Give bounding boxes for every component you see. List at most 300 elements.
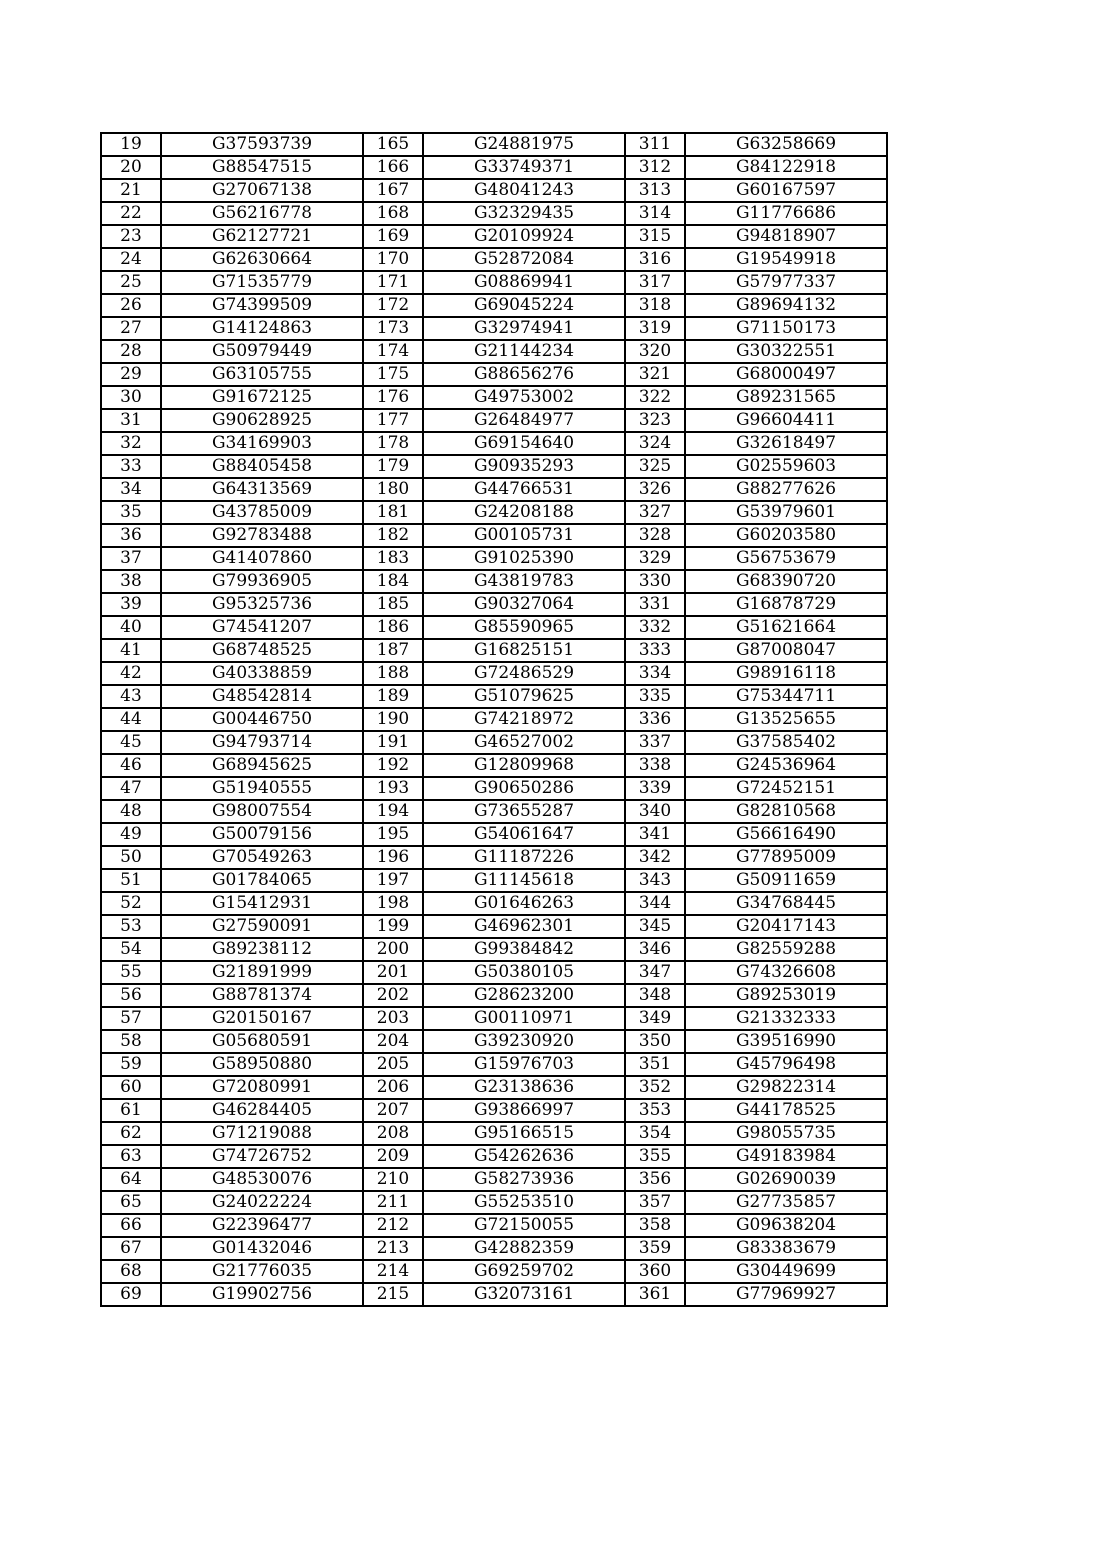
row-number-cell: 190 bbox=[363, 708, 423, 731]
row-number-cell: 355 bbox=[625, 1145, 685, 1168]
table-row bbox=[101, 1099, 887, 1122]
id-table bbox=[100, 132, 888, 1307]
row-number-cell: 182 bbox=[363, 524, 423, 547]
code-cell: G87008047 bbox=[685, 639, 887, 662]
row-number-cell: 45 bbox=[101, 731, 161, 754]
row-number-cell: 51 bbox=[101, 869, 161, 892]
code-cell: G21332333 bbox=[685, 1007, 887, 1030]
row-number-cell: 317 bbox=[625, 271, 685, 294]
row-number-cell: 318 bbox=[625, 294, 685, 317]
code-cell: G08869941 bbox=[423, 271, 625, 294]
code-cell: G88781374 bbox=[161, 984, 363, 1007]
row-number-cell: 44 bbox=[101, 708, 161, 731]
row-number-cell: 352 bbox=[625, 1076, 685, 1099]
code-cell: G22396477 bbox=[161, 1214, 363, 1237]
code-cell: G69154640 bbox=[423, 432, 625, 455]
row-number-cell: 66 bbox=[101, 1214, 161, 1237]
row-number-cell: 328 bbox=[625, 524, 685, 547]
code-cell: G29822314 bbox=[685, 1076, 887, 1099]
row-number-cell: 180 bbox=[363, 478, 423, 501]
row-number-cell: 315 bbox=[625, 225, 685, 248]
table-row bbox=[101, 892, 887, 915]
row-number-cell: 331 bbox=[625, 593, 685, 616]
table-row bbox=[101, 501, 887, 524]
row-number-cell: 52 bbox=[101, 892, 161, 915]
code-cell: G84122918 bbox=[685, 156, 887, 179]
table-row bbox=[101, 1260, 887, 1283]
row-number-cell: 168 bbox=[363, 202, 423, 225]
code-cell: G88405458 bbox=[161, 455, 363, 478]
row-number-cell: 324 bbox=[625, 432, 685, 455]
code-cell: G43819783 bbox=[423, 570, 625, 593]
row-number-cell: 209 bbox=[363, 1145, 423, 1168]
row-number-cell: 215 bbox=[363, 1283, 423, 1306]
code-cell: G72080991 bbox=[161, 1076, 363, 1099]
code-cell: G63258669 bbox=[685, 133, 887, 156]
row-number-cell: 22 bbox=[101, 202, 161, 225]
row-number-cell: 167 bbox=[363, 179, 423, 202]
row-number-cell: 316 bbox=[625, 248, 685, 271]
code-cell: G48041243 bbox=[423, 179, 625, 202]
row-number-cell: 27 bbox=[101, 317, 161, 340]
code-cell: G68945625 bbox=[161, 754, 363, 777]
code-cell: G05680591 bbox=[161, 1030, 363, 1053]
code-cell: G27735857 bbox=[685, 1191, 887, 1214]
row-number-cell: 340 bbox=[625, 800, 685, 823]
row-number-cell: 178 bbox=[363, 432, 423, 455]
row-number-cell: 353 bbox=[625, 1099, 685, 1122]
code-cell: G16878729 bbox=[685, 593, 887, 616]
row-number-cell: 26 bbox=[101, 294, 161, 317]
code-cell: G72452151 bbox=[685, 777, 887, 800]
row-number-cell: 56 bbox=[101, 984, 161, 1007]
row-number-cell: 205 bbox=[363, 1053, 423, 1076]
code-cell: G77969927 bbox=[685, 1283, 887, 1306]
row-number-cell: 38 bbox=[101, 570, 161, 593]
code-cell: G41407860 bbox=[161, 547, 363, 570]
table-row bbox=[101, 340, 887, 363]
row-number-cell: 341 bbox=[625, 823, 685, 846]
code-cell: G20109924 bbox=[423, 225, 625, 248]
code-cell: G94793714 bbox=[161, 731, 363, 754]
row-number-cell: 201 bbox=[363, 961, 423, 984]
row-number-cell: 313 bbox=[625, 179, 685, 202]
table-row bbox=[101, 271, 887, 294]
code-cell: G74218972 bbox=[423, 708, 625, 731]
row-number-cell: 358 bbox=[625, 1214, 685, 1237]
row-number-cell: 184 bbox=[363, 570, 423, 593]
code-cell: G46527002 bbox=[423, 731, 625, 754]
row-number-cell: 42 bbox=[101, 662, 161, 685]
code-cell: G53979601 bbox=[685, 501, 887, 524]
table-row bbox=[101, 754, 887, 777]
code-cell: G90650286 bbox=[423, 777, 625, 800]
row-number-cell: 36 bbox=[101, 524, 161, 547]
row-number-cell: 166 bbox=[363, 156, 423, 179]
row-number-cell: 206 bbox=[363, 1076, 423, 1099]
code-cell: G50380105 bbox=[423, 961, 625, 984]
row-number-cell: 173 bbox=[363, 317, 423, 340]
code-cell: G68390720 bbox=[685, 570, 887, 593]
row-number-cell: 214 bbox=[363, 1260, 423, 1283]
row-number-cell: 323 bbox=[625, 409, 685, 432]
row-number-cell: 320 bbox=[625, 340, 685, 363]
code-cell: G32073161 bbox=[423, 1283, 625, 1306]
row-number-cell: 63 bbox=[101, 1145, 161, 1168]
code-cell: G15976703 bbox=[423, 1053, 625, 1076]
row-number-cell: 321 bbox=[625, 363, 685, 386]
table-row bbox=[101, 731, 887, 754]
row-number-cell: 351 bbox=[625, 1053, 685, 1076]
row-number-cell: 192 bbox=[363, 754, 423, 777]
table-row bbox=[101, 455, 887, 478]
row-number-cell: 347 bbox=[625, 961, 685, 984]
code-cell: G62127721 bbox=[161, 225, 363, 248]
code-cell: G95325736 bbox=[161, 593, 363, 616]
table-row bbox=[101, 225, 887, 248]
row-number-cell: 31 bbox=[101, 409, 161, 432]
code-cell: G91025390 bbox=[423, 547, 625, 570]
row-number-cell: 322 bbox=[625, 386, 685, 409]
row-number-cell: 35 bbox=[101, 501, 161, 524]
table-row bbox=[101, 1145, 887, 1168]
code-cell: G15412931 bbox=[161, 892, 363, 915]
table-row bbox=[101, 432, 887, 455]
row-number-cell: 203 bbox=[363, 1007, 423, 1030]
row-number-cell: 356 bbox=[625, 1168, 685, 1191]
row-number-cell: 345 bbox=[625, 915, 685, 938]
row-number-cell: 34 bbox=[101, 478, 161, 501]
row-number-cell: 181 bbox=[363, 501, 423, 524]
code-cell: G33749371 bbox=[423, 156, 625, 179]
row-number-cell: 57 bbox=[101, 1007, 161, 1030]
table-row bbox=[101, 202, 887, 225]
code-cell: G90935293 bbox=[423, 455, 625, 478]
row-number-cell: 19 bbox=[101, 133, 161, 156]
row-number-cell: 336 bbox=[625, 708, 685, 731]
row-number-cell: 198 bbox=[363, 892, 423, 915]
code-cell: G24208188 bbox=[423, 501, 625, 524]
table-row bbox=[101, 777, 887, 800]
row-number-cell: 339 bbox=[625, 777, 685, 800]
row-number-cell: 170 bbox=[363, 248, 423, 271]
row-number-cell: 187 bbox=[363, 639, 423, 662]
table-row bbox=[101, 961, 887, 984]
row-number-cell: 65 bbox=[101, 1191, 161, 1214]
code-cell: G58950880 bbox=[161, 1053, 363, 1076]
code-cell: G32329435 bbox=[423, 202, 625, 225]
table-body bbox=[101, 133, 887, 1306]
row-number-cell: 183 bbox=[363, 547, 423, 570]
row-number-cell: 204 bbox=[363, 1030, 423, 1053]
code-cell: G44766531 bbox=[423, 478, 625, 501]
code-cell: G40338859 bbox=[161, 662, 363, 685]
table-row bbox=[101, 593, 887, 616]
code-cell: G94818907 bbox=[685, 225, 887, 248]
row-number-cell: 312 bbox=[625, 156, 685, 179]
table-row bbox=[101, 938, 887, 961]
row-number-cell: 49 bbox=[101, 823, 161, 846]
code-cell: G82810568 bbox=[685, 800, 887, 823]
row-number-cell: 199 bbox=[363, 915, 423, 938]
row-number-cell: 359 bbox=[625, 1237, 685, 1260]
row-number-cell: 179 bbox=[363, 455, 423, 478]
row-number-cell: 327 bbox=[625, 501, 685, 524]
row-number-cell: 346 bbox=[625, 938, 685, 961]
row-number-cell: 177 bbox=[363, 409, 423, 432]
code-cell: G46284405 bbox=[161, 1099, 363, 1122]
row-number-cell: 189 bbox=[363, 685, 423, 708]
code-cell: G01784065 bbox=[161, 869, 363, 892]
code-cell: G71219088 bbox=[161, 1122, 363, 1145]
row-number-cell: 64 bbox=[101, 1168, 161, 1191]
table-row bbox=[101, 1053, 887, 1076]
row-number-cell: 60 bbox=[101, 1076, 161, 1099]
code-cell: G98916118 bbox=[685, 662, 887, 685]
table-row bbox=[101, 1076, 887, 1099]
code-cell: G71535779 bbox=[161, 271, 363, 294]
row-number-cell: 344 bbox=[625, 892, 685, 915]
code-cell: G77895009 bbox=[685, 846, 887, 869]
code-cell: G30449699 bbox=[685, 1260, 887, 1283]
row-number-cell: 53 bbox=[101, 915, 161, 938]
code-cell: G48530076 bbox=[161, 1168, 363, 1191]
code-cell: G88656276 bbox=[423, 363, 625, 386]
code-cell: G19549918 bbox=[685, 248, 887, 271]
code-cell: G28623200 bbox=[423, 984, 625, 1007]
row-number-cell: 354 bbox=[625, 1122, 685, 1145]
row-number-cell: 357 bbox=[625, 1191, 685, 1214]
row-number-cell: 32 bbox=[101, 432, 161, 455]
row-number-cell: 40 bbox=[101, 616, 161, 639]
row-number-cell: 54 bbox=[101, 938, 161, 961]
row-number-cell: 62 bbox=[101, 1122, 161, 1145]
code-cell: G43785009 bbox=[161, 501, 363, 524]
row-number-cell: 30 bbox=[101, 386, 161, 409]
code-cell: G95166515 bbox=[423, 1122, 625, 1145]
row-number-cell: 360 bbox=[625, 1260, 685, 1283]
row-number-cell: 332 bbox=[625, 616, 685, 639]
code-cell: G13525655 bbox=[685, 708, 887, 731]
code-cell: G70549263 bbox=[161, 846, 363, 869]
row-number-cell: 333 bbox=[625, 639, 685, 662]
code-cell: G74399509 bbox=[161, 294, 363, 317]
code-cell: G83383679 bbox=[685, 1237, 887, 1260]
code-cell: G50911659 bbox=[685, 869, 887, 892]
table-row bbox=[101, 570, 887, 593]
code-cell: G01646263 bbox=[423, 892, 625, 915]
code-cell: G46962301 bbox=[423, 915, 625, 938]
row-number-cell: 210 bbox=[363, 1168, 423, 1191]
code-cell: G42882359 bbox=[423, 1237, 625, 1260]
code-cell: G79936905 bbox=[161, 570, 363, 593]
row-number-cell: 319 bbox=[625, 317, 685, 340]
row-number-cell: 169 bbox=[363, 225, 423, 248]
code-cell: G72486529 bbox=[423, 662, 625, 685]
code-cell: G90327064 bbox=[423, 593, 625, 616]
code-cell: G37593739 bbox=[161, 133, 363, 156]
table-row bbox=[101, 409, 887, 432]
code-cell: G14124863 bbox=[161, 317, 363, 340]
row-number-cell: 197 bbox=[363, 869, 423, 892]
row-number-cell: 194 bbox=[363, 800, 423, 823]
code-cell: G62630664 bbox=[161, 248, 363, 271]
code-cell: G32974941 bbox=[423, 317, 625, 340]
code-cell: G69045224 bbox=[423, 294, 625, 317]
code-cell: G89238112 bbox=[161, 938, 363, 961]
table-row bbox=[101, 1007, 887, 1030]
row-number-cell: 69 bbox=[101, 1283, 161, 1306]
code-cell: G00446750 bbox=[161, 708, 363, 731]
code-cell: G19902756 bbox=[161, 1283, 363, 1306]
code-cell: G00105731 bbox=[423, 524, 625, 547]
table-row bbox=[101, 156, 887, 179]
code-cell: G11187226 bbox=[423, 846, 625, 869]
code-cell: G54262636 bbox=[423, 1145, 625, 1168]
code-cell: G98055735 bbox=[685, 1122, 887, 1145]
table-row bbox=[101, 823, 887, 846]
code-cell: G96604411 bbox=[685, 409, 887, 432]
row-number-cell: 311 bbox=[625, 133, 685, 156]
code-cell: G85590965 bbox=[423, 616, 625, 639]
table-row bbox=[101, 248, 887, 271]
code-cell: G44178525 bbox=[685, 1099, 887, 1122]
code-cell: G88547515 bbox=[161, 156, 363, 179]
code-cell: G73655287 bbox=[423, 800, 625, 823]
code-cell: G64313569 bbox=[161, 478, 363, 501]
row-number-cell: 211 bbox=[363, 1191, 423, 1214]
code-cell: G24881975 bbox=[423, 133, 625, 156]
code-cell: G51940555 bbox=[161, 777, 363, 800]
table-row bbox=[101, 1191, 887, 1214]
row-number-cell: 175 bbox=[363, 363, 423, 386]
code-cell: G45796498 bbox=[685, 1053, 887, 1076]
code-cell: G09638204 bbox=[685, 1214, 887, 1237]
code-cell: G75344711 bbox=[685, 685, 887, 708]
code-cell: G51079625 bbox=[423, 685, 625, 708]
row-number-cell: 172 bbox=[363, 294, 423, 317]
code-cell: G74326608 bbox=[685, 961, 887, 984]
code-cell: G99384842 bbox=[423, 938, 625, 961]
code-cell: G23138636 bbox=[423, 1076, 625, 1099]
code-cell: G56216778 bbox=[161, 202, 363, 225]
code-cell: G16825151 bbox=[423, 639, 625, 662]
code-cell: G91672125 bbox=[161, 386, 363, 409]
row-number-cell: 171 bbox=[363, 271, 423, 294]
table-row bbox=[101, 1237, 887, 1260]
row-number-cell: 348 bbox=[625, 984, 685, 1007]
row-number-cell: 193 bbox=[363, 777, 423, 800]
code-cell: G89253019 bbox=[685, 984, 887, 1007]
code-cell: G93866997 bbox=[423, 1099, 625, 1122]
code-cell: G34768445 bbox=[685, 892, 887, 915]
row-number-cell: 55 bbox=[101, 961, 161, 984]
table-row bbox=[101, 639, 887, 662]
code-cell: G82559288 bbox=[685, 938, 887, 961]
row-number-cell: 20 bbox=[101, 156, 161, 179]
table-row bbox=[101, 1283, 887, 1306]
row-number-cell: 186 bbox=[363, 616, 423, 639]
code-cell: G21144234 bbox=[423, 340, 625, 363]
table-row bbox=[101, 386, 887, 409]
code-cell: G32618497 bbox=[685, 432, 887, 455]
code-cell: G02690039 bbox=[685, 1168, 887, 1191]
code-cell: G26484977 bbox=[423, 409, 625, 432]
code-cell: G27067138 bbox=[161, 179, 363, 202]
code-cell: G50079156 bbox=[161, 823, 363, 846]
row-number-cell: 196 bbox=[363, 846, 423, 869]
row-number-cell: 25 bbox=[101, 271, 161, 294]
row-number-cell: 342 bbox=[625, 846, 685, 869]
code-cell: G54061647 bbox=[423, 823, 625, 846]
row-number-cell: 361 bbox=[625, 1283, 685, 1306]
code-cell: G58273936 bbox=[423, 1168, 625, 1191]
code-cell: G69259702 bbox=[423, 1260, 625, 1283]
code-cell: G57977337 bbox=[685, 271, 887, 294]
table-row bbox=[101, 685, 887, 708]
row-number-cell: 50 bbox=[101, 846, 161, 869]
table-row bbox=[101, 984, 887, 1007]
code-cell: G92783488 bbox=[161, 524, 363, 547]
row-number-cell: 48 bbox=[101, 800, 161, 823]
code-cell: G56753679 bbox=[685, 547, 887, 570]
code-cell: G52872084 bbox=[423, 248, 625, 271]
code-cell: G68748525 bbox=[161, 639, 363, 662]
row-number-cell: 23 bbox=[101, 225, 161, 248]
row-number-cell: 200 bbox=[363, 938, 423, 961]
row-number-cell: 213 bbox=[363, 1237, 423, 1260]
row-number-cell: 329 bbox=[625, 547, 685, 570]
row-number-cell: 58 bbox=[101, 1030, 161, 1053]
row-number-cell: 59 bbox=[101, 1053, 161, 1076]
row-number-cell: 337 bbox=[625, 731, 685, 754]
row-number-cell: 46 bbox=[101, 754, 161, 777]
row-number-cell: 61 bbox=[101, 1099, 161, 1122]
code-cell: G00110971 bbox=[423, 1007, 625, 1030]
row-number-cell: 191 bbox=[363, 731, 423, 754]
table-row bbox=[101, 1214, 887, 1237]
row-number-cell: 41 bbox=[101, 639, 161, 662]
row-number-cell: 67 bbox=[101, 1237, 161, 1260]
row-number-cell: 338 bbox=[625, 754, 685, 777]
table-row bbox=[101, 478, 887, 501]
code-cell: G71150173 bbox=[685, 317, 887, 340]
table-row bbox=[101, 363, 887, 386]
table-row bbox=[101, 133, 887, 156]
code-cell: G51621664 bbox=[685, 616, 887, 639]
table-row bbox=[101, 846, 887, 869]
code-cell: G24022224 bbox=[161, 1191, 363, 1214]
row-number-cell: 207 bbox=[363, 1099, 423, 1122]
code-cell: G60203580 bbox=[685, 524, 887, 547]
table-row bbox=[101, 662, 887, 685]
row-number-cell: 350 bbox=[625, 1030, 685, 1053]
code-cell: G88277626 bbox=[685, 478, 887, 501]
code-cell: G68000497 bbox=[685, 363, 887, 386]
code-cell: G39516990 bbox=[685, 1030, 887, 1053]
row-number-cell: 43 bbox=[101, 685, 161, 708]
row-number-cell: 188 bbox=[363, 662, 423, 685]
table-row bbox=[101, 547, 887, 570]
code-cell: G49183984 bbox=[685, 1145, 887, 1168]
code-cell: G27590091 bbox=[161, 915, 363, 938]
table-row bbox=[101, 708, 887, 731]
row-number-cell: 39 bbox=[101, 593, 161, 616]
table-row bbox=[101, 869, 887, 892]
code-cell: G74726752 bbox=[161, 1145, 363, 1168]
table-row bbox=[101, 294, 887, 317]
code-cell: G89231565 bbox=[685, 386, 887, 409]
